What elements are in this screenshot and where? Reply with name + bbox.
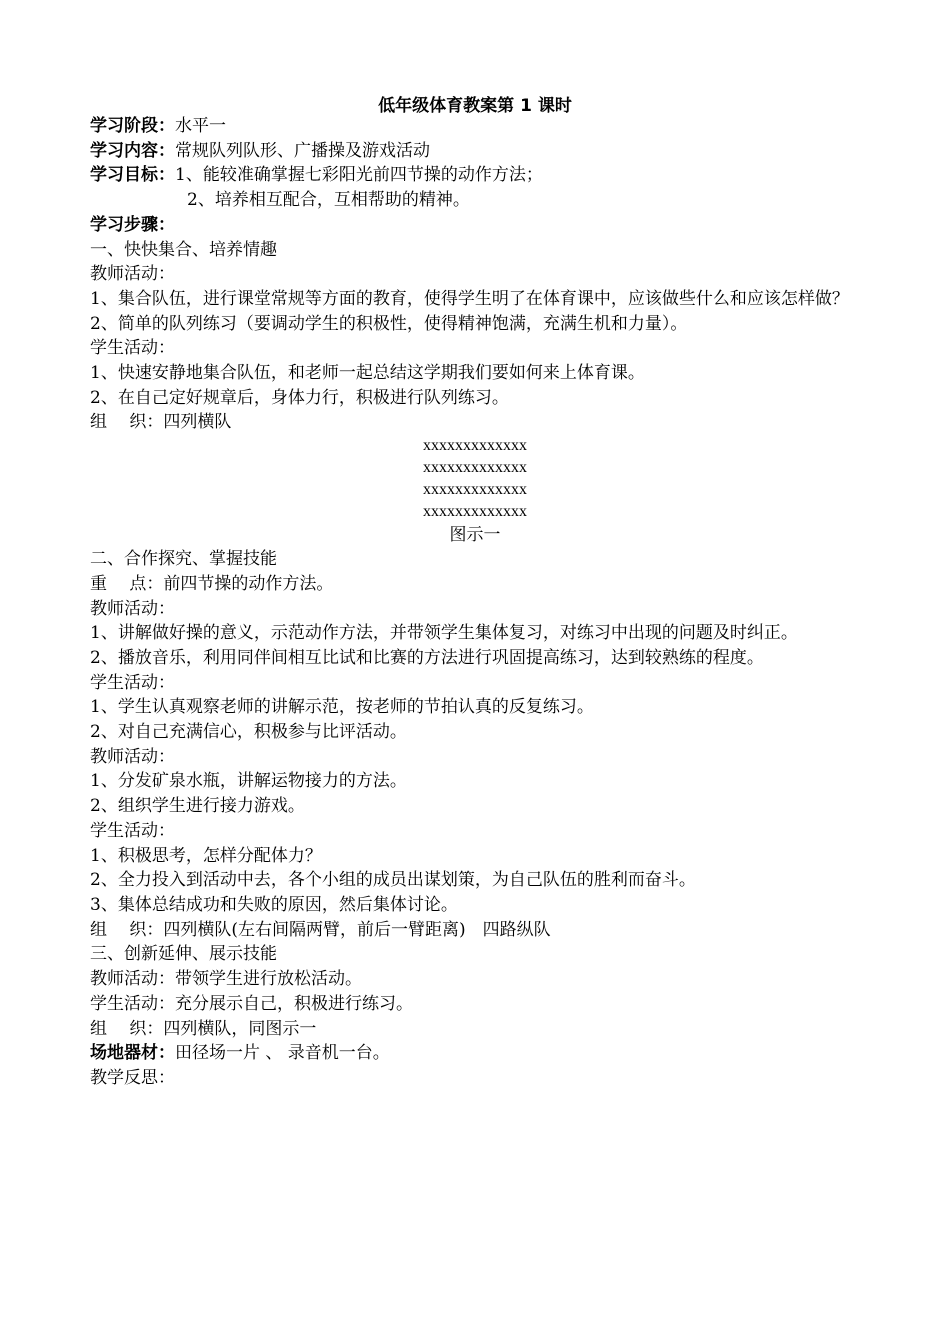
lesson-content [90,114,880,1091]
steps-label: 学习步骤： [90,214,175,235]
s2-student2-3: 3、集体总结成功和失败的原因，然后集体讨论。 [90,894,458,915]
page-title: 低年级体育教案第 1 课时 [378,96,572,116]
formation-row: xxxxxxxxxxxxx [423,481,527,499]
formation-row: xxxxxxxxxxxxx [423,459,527,477]
s2-teacher2-1: 1、分发矿泉水瓶，讲解运物接力的方法。 [90,771,407,792]
s2-teacher-label: 教师活动： [90,598,175,619]
s2-organization: 组 织：四列横队(左右间隔两臂，前后一臂距离) 四路纵队 [90,919,551,940]
reflection-label: 教学反思： [90,1067,175,1088]
stage-label: 学习阶段： [90,116,175,136]
s2-key-point: 重 点：前四节操的动作方法。 [90,573,334,594]
venue-label: 场地器材： [90,1043,175,1064]
s2-teacher-2: 2、播放音乐，利用同伴间相互比试和比赛的方法进行巩固提高练习，达到较熟练的程度。 [90,647,764,668]
content-value: 常规队列队形、广播操及游戏活动 [175,140,430,161]
venue-row [90,1041,880,1066]
s1-teacher-label: 教师活动： [90,264,175,285]
section-3-heading: 三、创新延伸、展示技能 [90,944,277,965]
section-1-heading: 一、快快集合、培养情趣 [90,239,277,260]
s2-teacher-1: 1、讲解做好操的意义，示范动作方法，并带领学生集体复习，对练习中出现的问题及时纠正。 [90,623,798,644]
s2-student2-1: 1、积极思考，怎样分配体力？ [90,845,322,866]
s1-organization: 组 织：四列横队 [90,412,232,433]
s3-teacher: 教师活动：带领学生进行放松活动。 [90,969,362,990]
goal-2: 2、培养相互配合，互相帮助的精神。 [187,190,470,211]
content-label: 学习内容： [90,140,175,161]
formation-row: xxxxxxxxxxxxx [423,503,527,521]
s2-teacher2-2: 2、组织学生进行接力游戏。 [90,796,305,817]
s2-teacher2-label: 教师活动： [90,746,175,767]
s2-student-label: 学生活动： [90,672,175,693]
stage-value: 水平一 [175,116,226,136]
s1-teacher-1: 1、集合队伍，进行课堂常规等方面的教育，使得学生明了在体育课中，应该做些什么和应该怎样做？ [90,288,849,309]
s3-student: 学生活动：充分展示自己，积极进行练习。 [90,993,413,1014]
venue-value: 田径场一片 、 录音机一台。 [175,1043,390,1064]
formation-diagram [0,435,950,547]
s2-student2-2: 2、全力投入到活动中去，各个小组的成员出谋划策，为自己队伍的胜利而奋斗。 [90,870,696,891]
formation-row: xxxxxxxxxxxxx [423,437,527,455]
s1-student-label: 学生活动： [90,338,175,359]
goal-row [90,163,880,188]
s3-organization: 组 织：四列横队，同图示一 [90,1018,317,1039]
goal-label: 学习目标： [90,165,175,186]
figure-caption: 图示一 [449,525,501,546]
s2-student-1: 1、学生认真观察老师的讲解示范，按老师的节拍认真的反复练习。 [90,697,594,718]
content-row [90,139,880,164]
s2-student-2: 2、对自己充满信心，积极参与比评活动。 [90,722,407,743]
stage-row [90,114,880,139]
section-2-heading: 二、合作探究、掌握技能 [90,549,277,570]
goal-1: 1、能较准确掌握七彩阳光前四节操的动作方法； [175,165,543,186]
s1-student-2: 2、在自己定好规章后，身体力行，积极进行队列练习。 [90,387,509,408]
s1-student-1: 1、快速安静地集合队伍，和老师一起总结这学期我们要如何来上体育课。 [90,363,645,384]
s1-teacher-2: 2、简单的队列练习（要调动学生的积极性，使得精神饱满，充满生机和力量）。 [90,313,688,334]
s2-student2-label: 学生活动： [90,820,175,841]
